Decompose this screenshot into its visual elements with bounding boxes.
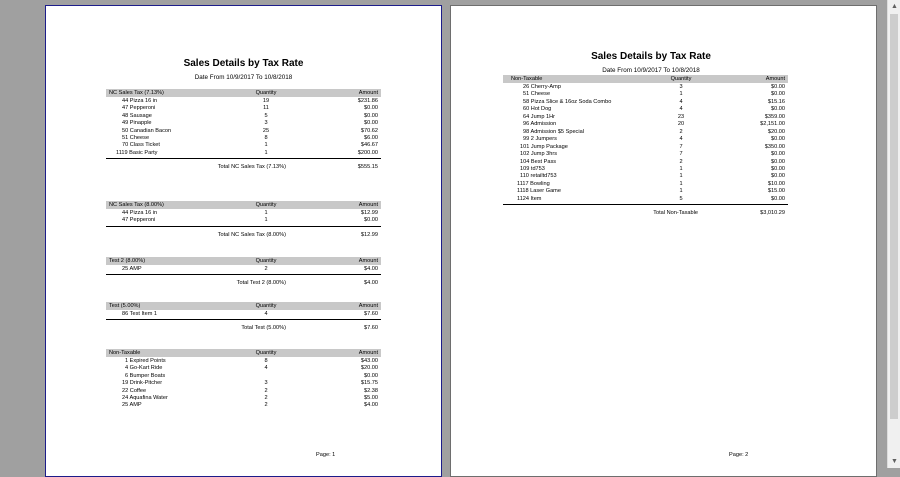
item-name: 49 Pinapple — [122, 120, 152, 127]
report-page-2 — [450, 5, 877, 477]
item-quantity: 1 — [679, 188, 683, 195]
item-amount: $15.00 — [767, 188, 785, 195]
item-name: 25 AMP — [122, 266, 142, 272]
item-amount: $0.00 — [364, 372, 378, 379]
section-total — [106, 163, 381, 171]
item-amount: $20.00 — [360, 365, 378, 372]
section-divider — [503, 204, 788, 205]
item-quantity: 1 — [679, 165, 683, 172]
table-row — [106, 142, 381, 149]
table-row — [503, 188, 788, 195]
item-amount: $200.00 — [357, 149, 378, 156]
table-row — [106, 311, 381, 318]
item-amount: $0.00 — [771, 165, 785, 172]
item-name: 24 Aquafina Water — [122, 395, 168, 401]
table-row — [503, 121, 788, 128]
item-amount: $0.00 — [771, 106, 785, 113]
item-amount: $4.00 — [364, 402, 378, 409]
item-amount: $0.00 — [771, 158, 785, 165]
item-quantity: 2 — [264, 402, 268, 409]
page-number: Page: 2 — [729, 452, 749, 458]
item-amount: $0.00 — [771, 91, 785, 98]
section-total — [106, 324, 381, 332]
item-amount: $2,151.00 — [760, 121, 785, 128]
table-row — [106, 380, 381, 387]
item-amount: $6.00 — [364, 135, 378, 141]
item-quantity: 8 — [264, 135, 268, 141]
table-row — [106, 98, 381, 105]
item-quantity: 2 — [264, 266, 268, 272]
item-quantity: 19 — [262, 98, 270, 104]
item-amount: $12.99 — [360, 210, 378, 216]
total-label: Total Test (5.00%) — [241, 325, 286, 332]
section-header — [106, 257, 381, 265]
header-quantity: Quantity — [255, 303, 277, 309]
item-quantity: 25 — [262, 127, 270, 134]
section-divider — [106, 226, 381, 227]
table-row — [503, 99, 788, 106]
table-row — [503, 196, 788, 203]
item-quantity: 7 — [679, 151, 683, 158]
item-quantity: 4 — [679, 106, 683, 113]
header-amount: Amount — [358, 90, 378, 96]
table-row — [106, 150, 381, 157]
item-quantity: 2 — [264, 395, 268, 401]
report-title: Sales Details by Tax Rate — [183, 58, 304, 69]
table-row — [106, 395, 381, 402]
item-name: 1119 Basic Party — [116, 149, 158, 156]
item-amount: $20.00 — [767, 128, 785, 135]
total-amount: $12.99 — [360, 231, 378, 238]
item-quantity: 5 — [264, 112, 268, 119]
item-amount: $7.60 — [364, 311, 378, 317]
header-tax-name: Test 2 (8.00%) — [109, 258, 146, 264]
item-name: 64 Jump 1Hr — [523, 113, 556, 120]
table-row — [503, 84, 788, 91]
item-name: 58 Pizza Slice & 16oz Soda Combo — [523, 98, 612, 105]
table-row — [106, 373, 381, 380]
header-quantity: Quantity — [255, 202, 277, 208]
table-row — [503, 136, 788, 143]
item-quantity: 2 — [679, 158, 683, 165]
item-amount: $0.00 — [364, 105, 378, 112]
item-name: 51 Cheese — [523, 91, 551, 98]
table-row — [106, 120, 381, 127]
item-name: 102 Jump 3hrs — [520, 151, 558, 158]
item-name: 86 Test Item 1 — [122, 311, 158, 317]
item-amount: $0.00 — [771, 173, 785, 180]
header-tax-name: NC Sales Tax (8.00%) — [109, 202, 164, 208]
item-name: 44 Pizza 16 in — [122, 210, 158, 216]
header-tax-name: Non-Taxable — [109, 350, 141, 356]
item-name: 60 Hot Dog — [523, 106, 552, 113]
item-quantity: 2 — [679, 128, 683, 135]
section-total — [106, 279, 381, 287]
item-name: 70 Class Ticket — [122, 142, 160, 149]
item-quantity: 23 — [677, 113, 685, 120]
item-quantity: 2 — [264, 387, 268, 394]
item-quantity: 1 — [679, 91, 683, 98]
section-divider — [106, 274, 381, 275]
item-name: 110 retailtd753 — [520, 173, 557, 180]
item-quantity: 20 — [677, 121, 685, 128]
item-amount: $359.00 — [764, 113, 785, 120]
header-amount: Amount — [358, 202, 378, 208]
item-amount: $43.00 — [360, 358, 378, 364]
table-row — [106, 266, 381, 273]
item-amount: $4.00 — [364, 266, 378, 272]
item-quantity: 3 — [264, 380, 268, 387]
item-quantity: 1 — [264, 210, 268, 216]
item-quantity: 1 — [679, 180, 683, 187]
item-quantity: 1 — [264, 149, 268, 156]
item-quantity: 7 — [679, 143, 683, 150]
report-page-1 — [45, 5, 442, 477]
table-row — [503, 181, 788, 188]
item-amount: $350.00 — [764, 143, 785, 150]
item-quantity: 4 — [264, 365, 268, 372]
table-row — [503, 166, 788, 173]
section-header — [106, 302, 381, 310]
item-amount: $2.38 — [364, 387, 378, 394]
item-amount: $231.86 — [357, 98, 378, 104]
report-date-range: Date From 10/9/2017 To 10/8/2018 — [194, 74, 293, 81]
table-row — [106, 128, 381, 135]
item-name: 101 Jump Package — [520, 143, 568, 150]
item-name: 1118 Laser Game — [517, 188, 561, 195]
section-header — [503, 75, 788, 83]
item-quantity: 3 — [679, 84, 683, 90]
table-row — [503, 151, 788, 158]
item-name: 25 AMP — [122, 402, 142, 409]
item-quantity: 5 — [679, 195, 683, 202]
section-total — [106, 231, 381, 239]
item-amount: $5.00 — [364, 395, 378, 401]
item-quantity: 3 — [264, 120, 268, 127]
item-quantity: 1 — [264, 142, 268, 149]
section-divider — [106, 319, 381, 320]
total-label: Total NC Sales Tax (7.13%) — [217, 164, 286, 171]
table-row — [503, 173, 788, 180]
item-quantity: 4 — [679, 98, 683, 105]
table-row — [503, 144, 788, 151]
section-divider — [106, 158, 381, 159]
item-name: 104 Best Pass — [520, 158, 557, 165]
header-quantity: Quantity — [255, 350, 277, 356]
item-quantity: 8 — [264, 358, 268, 364]
item-name: 47 Pepperoni — [122, 105, 156, 112]
header-amount: Amount — [358, 350, 378, 356]
total-label: Total Non-Taxable — [653, 210, 698, 217]
item-amount: $70.62 — [360, 127, 378, 134]
table-row — [106, 402, 381, 409]
table-row — [503, 114, 788, 121]
table-row — [106, 135, 381, 142]
item-name: 44 Pizza 16 in — [122, 98, 158, 104]
item-name: 47 Pepperoni — [122, 217, 156, 224]
scroll-down-arrow-icon[interactable]: ▼ — [891, 458, 898, 465]
vertical-scrollbar[interactable] — [887, 0, 900, 468]
item-quantity: 11 — [263, 105, 269, 112]
table-row — [503, 159, 788, 166]
item-amount: $10.00 — [767, 180, 785, 187]
item-name: 98 Admission $5 Special — [523, 128, 584, 135]
item-amount: $15.75 — [360, 380, 378, 387]
table-row — [503, 91, 788, 98]
header-tax-name: Test (5.00%) — [109, 303, 141, 309]
item-name: 26 Cherry-Amp — [523, 84, 561, 90]
table-row — [503, 129, 788, 136]
item-amount: $15.16 — [767, 98, 785, 105]
table-row — [106, 113, 381, 120]
item-quantity: 1 — [264, 217, 268, 224]
section-header — [106, 349, 381, 357]
table-row — [106, 365, 381, 372]
header-amount: Amount — [358, 258, 378, 264]
total-amount: $555.15 — [357, 164, 378, 171]
header-quantity: Quantity — [670, 76, 692, 82]
item-amount: $0.00 — [771, 84, 785, 90]
item-quantity: 4 — [679, 136, 683, 143]
total-label: Total Test 2 (8.00%) — [236, 280, 286, 287]
item-name: 6 Bumper Boats — [125, 372, 166, 379]
item-quantity: 1 — [679, 173, 683, 180]
item-name: 4 Go-Kart Ride — [125, 365, 163, 372]
table-row — [106, 105, 381, 112]
report-date-range: Date From 10/9/2017 To 10/8/2018 — [602, 67, 700, 74]
section-header — [106, 89, 381, 97]
total-amount: $3,010.29 — [760, 210, 785, 217]
section-total — [503, 209, 788, 217]
item-name: 48 Sausage — [122, 112, 152, 119]
item-name: 50 Canadian Bacon — [122, 127, 172, 134]
header-amount: Amount — [358, 303, 378, 309]
table-row — [106, 358, 381, 365]
header-quantity: Quantity — [255, 258, 277, 264]
table-row — [503, 106, 788, 113]
report-title: Sales Details by Tax Rate — [591, 51, 711, 62]
item-name: 51 Cheese — [122, 135, 150, 141]
scrollbar-thumb[interactable] — [890, 14, 898, 419]
table-row — [106, 210, 381, 217]
page-number: Page: 1 — [316, 452, 336, 458]
header-tax-name: Non-Taxable — [511, 76, 543, 82]
item-quantity: 4 — [264, 311, 268, 317]
header-tax-name: NC Sales Tax (7.13%) — [109, 90, 164, 96]
item-name: 99 2 Jumpers — [523, 136, 557, 143]
total-amount: $7.60 — [364, 325, 378, 332]
item-amount: $0.00 — [364, 217, 378, 224]
scroll-up-arrow-icon[interactable]: ▲ — [891, 3, 898, 10]
item-name: 96 Admission — [523, 121, 557, 128]
item-name: 109 td753 — [520, 165, 545, 172]
item-amount: $0.00 — [771, 136, 785, 143]
item-name: 1 Expired Points — [125, 358, 166, 364]
total-label: Total NC Sales Tax (8.00%) — [217, 231, 286, 238]
item-amount: $0.00 — [364, 120, 378, 127]
item-amount: $0.00 — [364, 112, 378, 119]
section-header — [106, 201, 381, 209]
item-name: 1117 Bowling — [517, 180, 550, 187]
total-amount: $4.00 — [364, 280, 378, 287]
header-amount: Amount — [765, 76, 785, 82]
item-amount: $46.67 — [360, 142, 378, 149]
item-name: 1124 Item — [517, 195, 542, 202]
header-quantity: Quantity — [255, 90, 277, 96]
item-amount: $0.00 — [771, 195, 785, 202]
item-amount: $0.00 — [771, 151, 785, 158]
item-name: 19 Drink-Pitcher — [122, 380, 163, 387]
table-row — [106, 388, 381, 395]
item-name: 22 Coffee — [122, 387, 147, 394]
table-row — [106, 217, 381, 224]
